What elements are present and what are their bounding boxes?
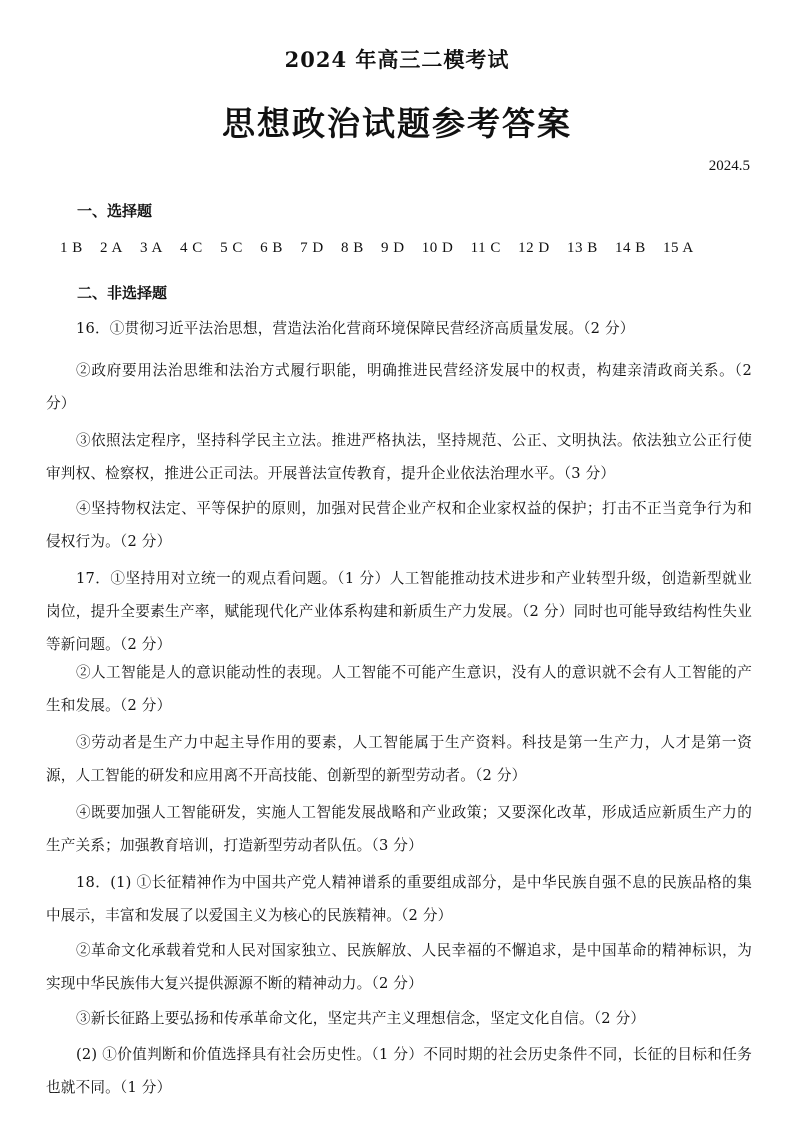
answer-paragraph-16-4: ④坚持物权法定、平等保护的原则，加强对民营企业产权和企业家权益的保护；打击不正当竞争行为和侵权行为。（2 分） xyxy=(46,500,752,550)
answer-paragraph-16-1: 16．①贯彻习近平法治思想，营造法治化营商环境保障民营经济高质量发展。（2 分） xyxy=(76,320,635,337)
answer-paragraph-18-1: 18．(1) ①长征精神作为中国共产党人精神谱系的重要组成部分，是中华民族自强不息的民族品格的集中展示，丰富和发展了以爱国主义为核心的民族精神。（2 分） xyxy=(46,874,752,924)
answer-paragraph-17-4: ④既要加强人工智能研发，实施人工智能发展战略和产业政策；又要深化改革，形成适应新质生产力的生产关系；加强教育培训，打造新型劳动者队伍。（3 分） xyxy=(46,804,752,854)
choice-answer: 2 A xyxy=(100,240,123,256)
answer-paragraph-16-3: ③依照法定程序，坚持科学民主立法。推进严格执法，坚持规范、公正、文明执法。依法独立公正行使审判权、检察权，推进公正司法。开展普法宣传教育，提升企业依法治理水平。（3 分） xyxy=(46,432,752,482)
choice-answer: 11 C xyxy=(470,240,501,256)
choice-answer: 7 D xyxy=(300,240,324,256)
choice-answer: 15 A xyxy=(662,240,694,256)
choice-answer: 14 B xyxy=(614,240,646,256)
choice-answer: 9 D xyxy=(380,240,405,256)
answer-paragraph-18-4: (2) ①价值判断和价值选择具有社会历史性。（1 分）不同时期的社会历史条件不同，长征的目标和任务也就不同。（1 分） xyxy=(46,1046,752,1096)
answer-paragraph-18-2: ②革命文化承载着党和人民对国家独立、民族解放、人民幸福的不懈追求，是中国革命的精神标识，为实现中华民族伟大复兴提供源源不断的精神动力。（2 分） xyxy=(46,942,752,992)
exam-date: 2024.5 xyxy=(708,158,750,174)
choice-answer: 6 B xyxy=(260,240,283,256)
answer-paragraph-16-2: ②政府要用法治思维和法治方式履行职能，明确推进民营经济发展中的权责，构建亲清政商关系。（2 分） xyxy=(46,362,752,412)
choice-answer: 10 D xyxy=(421,240,454,256)
choice-answer: 1 B xyxy=(60,240,83,256)
section-heading-choice: 一、选择题 xyxy=(77,202,153,220)
choice-answer: 12 D xyxy=(518,240,550,256)
section-heading-non-choice: 二、非选择题 xyxy=(77,284,168,302)
page-title: 思想政治试题参考答案 xyxy=(222,104,572,143)
answer-paragraph-18-3: ③新长征路上要弘扬和传承革命文化，坚定共产主义理想信念，坚定文化自信。（2 分） xyxy=(76,1010,646,1027)
answer-paragraph-17-2: ②人工智能是人的意识能动性的表现。人工智能不可能产生意识，没有人的意识就不会有人工智能的产生和发展。（2 分） xyxy=(46,664,752,714)
choice-answer-list xyxy=(60,240,707,257)
exam-title: 2024 年高三二模考试 xyxy=(284,47,510,72)
choice-answer: 8 B xyxy=(340,240,364,256)
choice-answer: 5 C xyxy=(220,240,243,256)
answer-paragraph-17-1: 17．①坚持用对立统一的观点看问题。（1 分）人工智能推动技术进步和产业转型升级，创造新型就业岗位，提升全要素生产率，赋能现代化产业体系构建和新质生产力发展。（2 分）同时也可能导致结构性失业等新问题。（2 分） xyxy=(46,570,752,653)
choice-answer: 3 A xyxy=(140,240,163,256)
answer-paragraph-17-3: ③劳动者是生产力中起主导作用的要素，人工智能属于生产资料。科技是第一生产力，人才是第一资源，人工智能的研发和应用离不开高技能、创新型的新型劳动者。（2 分） xyxy=(46,734,752,784)
choice-answer: 13 B xyxy=(566,240,598,256)
choice-answer: 4 C xyxy=(180,240,203,256)
